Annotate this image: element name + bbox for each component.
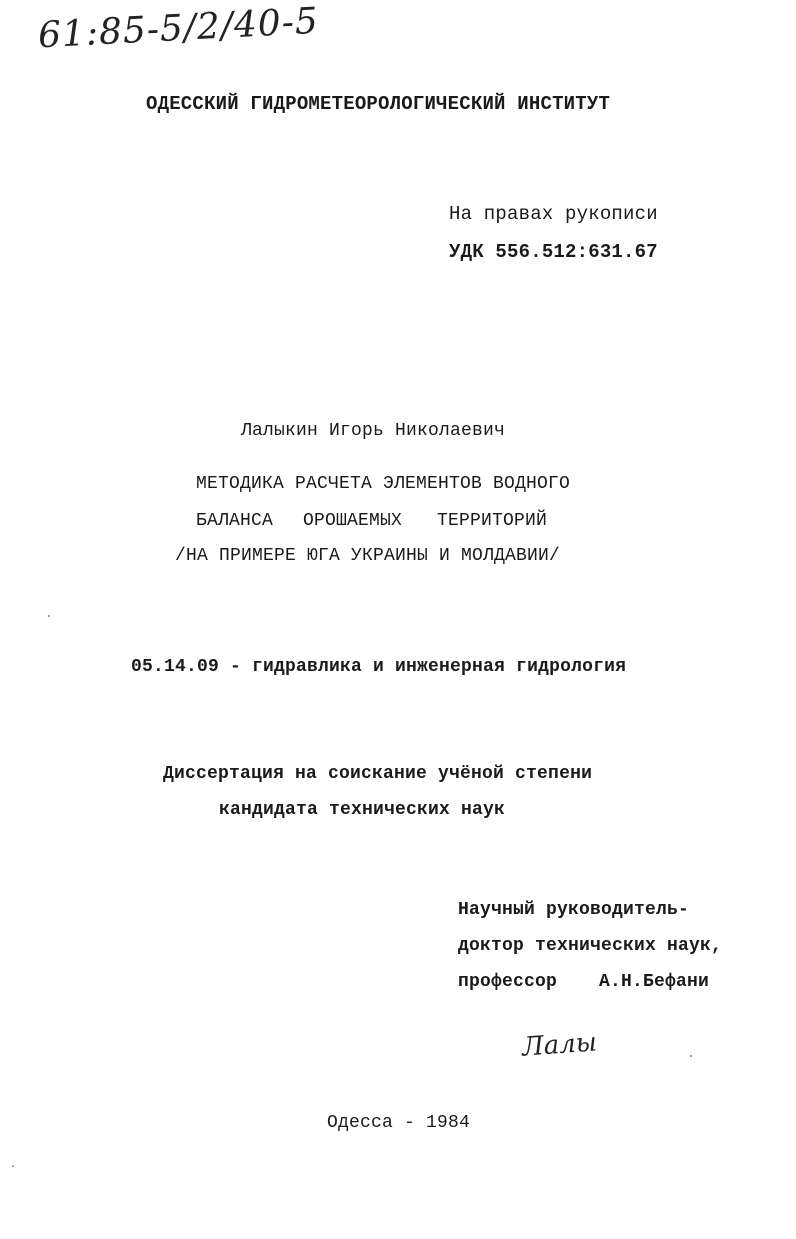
title-line-3: /НА ПРИМЕРЕ ЮГА УКРАИНЫ И МОЛДАВИИ/	[175, 546, 561, 566]
institute-name: ОДЕССКИЙ ГИДРОМЕТЕОРОЛОГИЧЕСКИЙ ИНСТИТУТ	[146, 93, 611, 115]
place-year: Одесса - 1984	[327, 1113, 471, 1133]
supervisor-line-1: Научный руководитель-	[458, 900, 690, 920]
title-line-2-word-2: ОРОШАЕМЫХ	[303, 511, 403, 531]
supervisor-line-2: доктор технических наук,	[458, 936, 723, 956]
scan-speck	[12, 1165, 14, 1167]
title-line-1: МЕТОДИКА РАСЧЕТА ЭЛЕМЕНТОВ ВОДНОГО	[196, 474, 571, 494]
title-line-2-word-1: БАЛАНСА	[196, 511, 274, 531]
title-line-2-word-3: ТЕРРИТОРИЙ	[437, 511, 548, 531]
dissertation-line-2: кандидата технических наук	[219, 800, 506, 820]
supervisor-role: профессор	[458, 972, 558, 992]
specialty-code: 05.14.09 - гидравлика и инженерная гидрология	[131, 657, 627, 677]
archive-code: 61:85-5/2/40-5	[37, 0, 320, 57]
rights-note: На правах рукописи	[449, 203, 658, 225]
dissertation-line-1: Диссертация на соискание учёной степени	[163, 764, 593, 784]
udc-code: УДК 556.512:631.67	[449, 241, 658, 263]
scan-speck	[690, 1055, 692, 1057]
signature: Лалы	[521, 1027, 598, 1063]
scan-speck	[48, 615, 50, 617]
supervisor-name: А.Н.Бефани	[599, 972, 710, 992]
author-name: Лалыкин Игорь Николаевич	[241, 421, 506, 441]
